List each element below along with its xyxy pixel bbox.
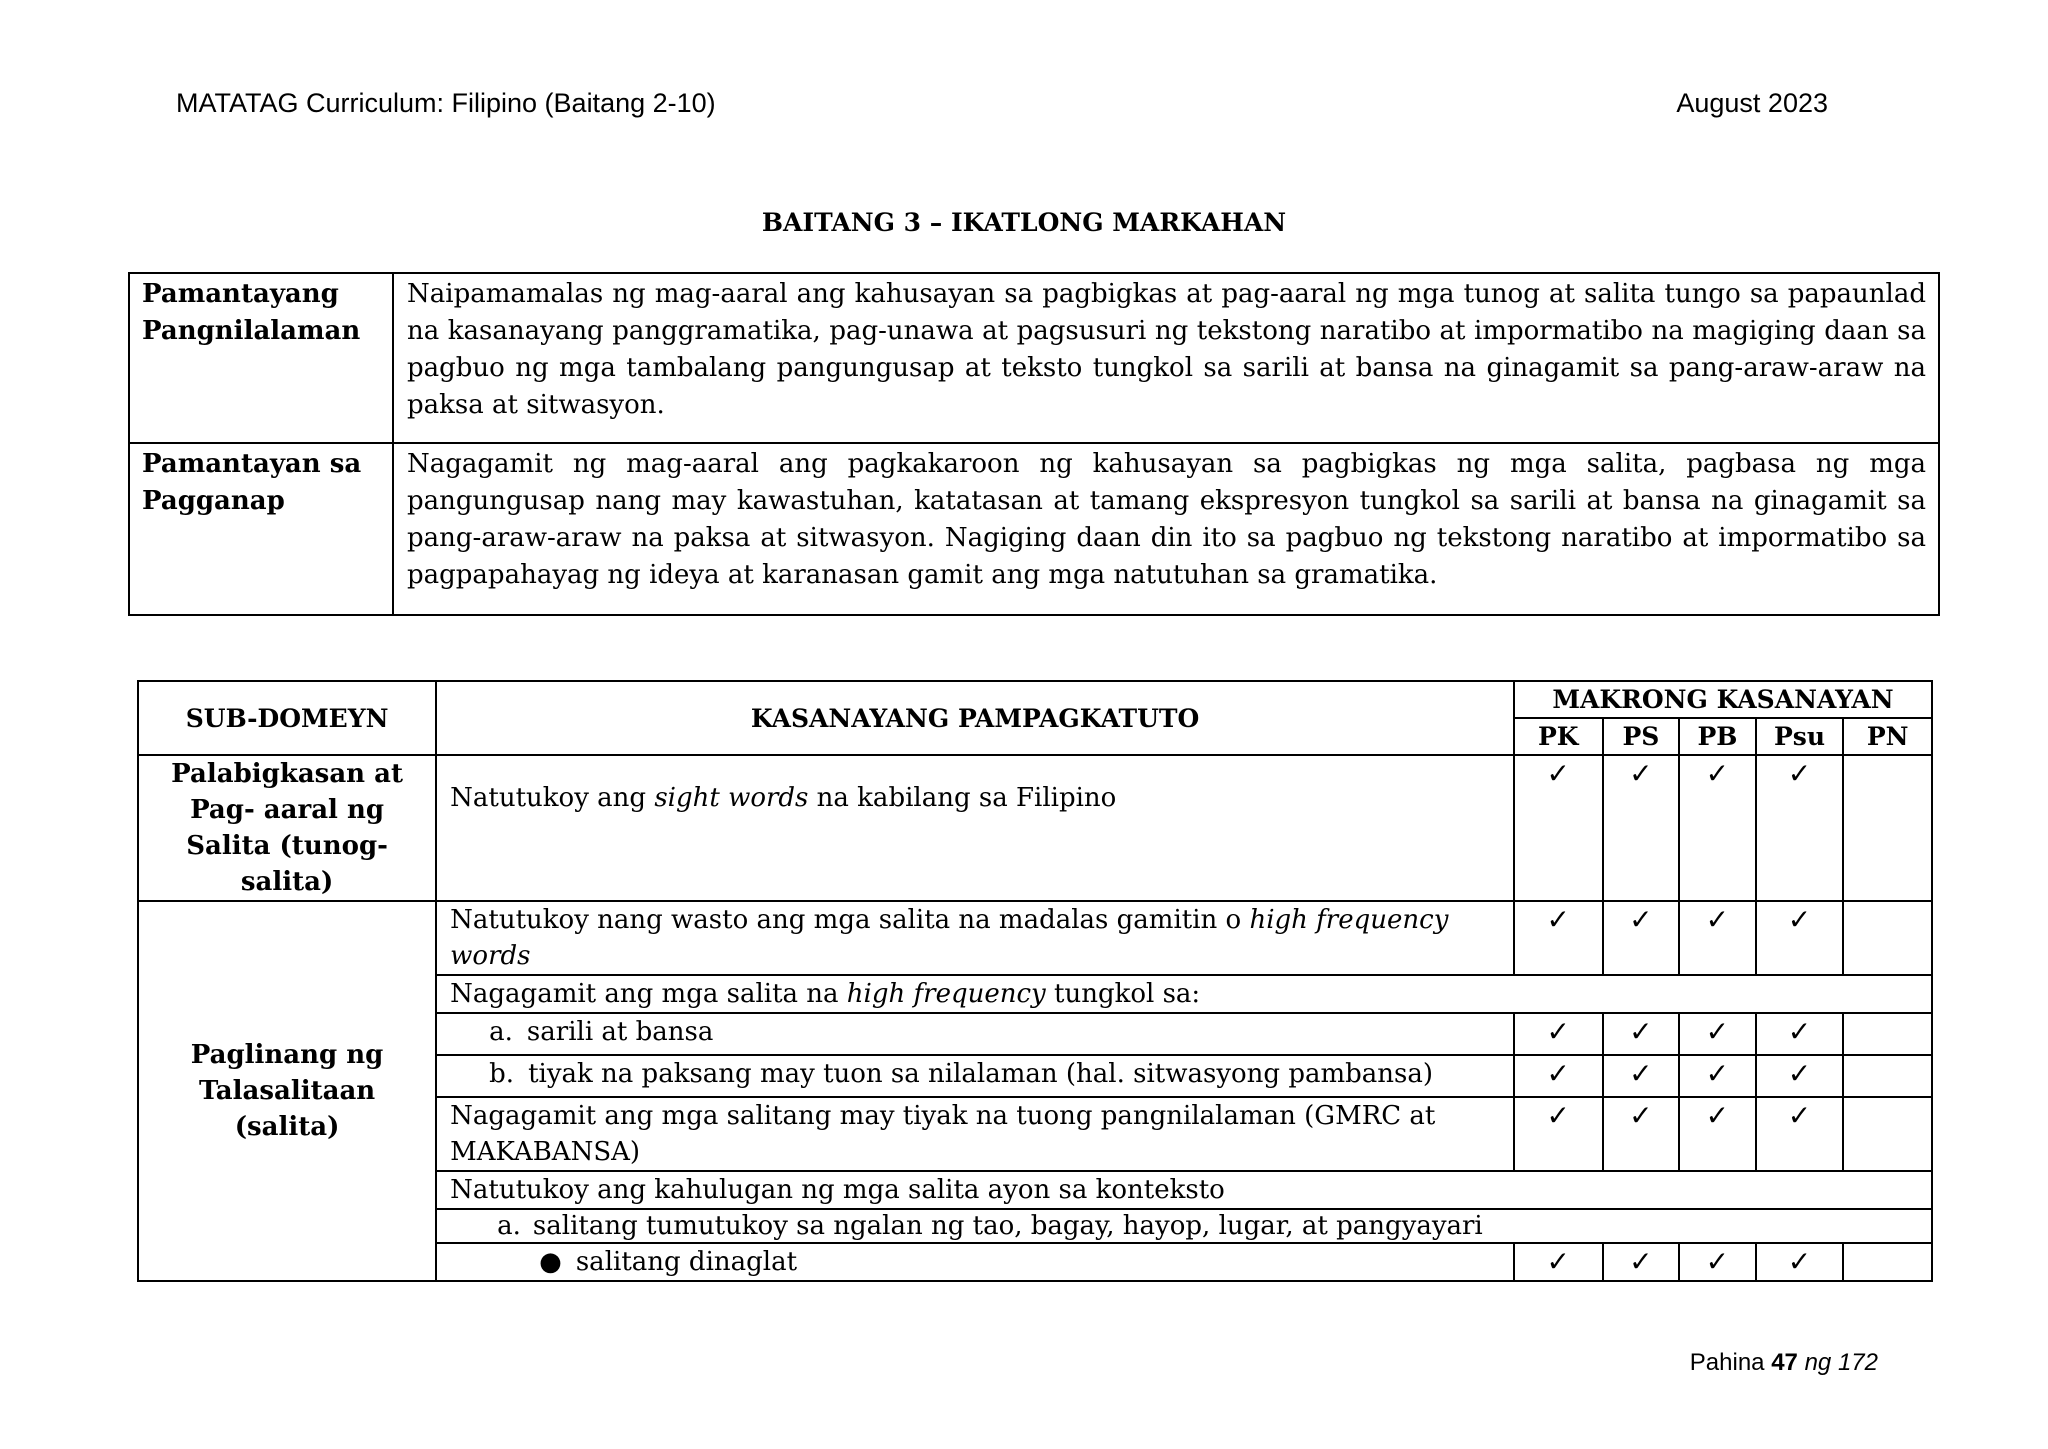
check-psu: ✓ [1756, 1055, 1844, 1097]
check-pn [1843, 1055, 1932, 1097]
competency-cell [436, 1013, 1514, 1055]
competency-cell [436, 1243, 1514, 1281]
subdomain-line: Salita (tunog- [186, 831, 388, 861]
check-pk: ✓ [1514, 1013, 1603, 1055]
competency-emphasis: high frequency words [450, 905, 1449, 971]
check-pb: ✓ [1679, 755, 1756, 901]
check-pk: ✓ [1514, 1243, 1603, 1281]
check-pn [1843, 901, 1932, 975]
header-macro-pk: PK [1514, 718, 1603, 755]
header-macro-pn: PN [1843, 718, 1932, 755]
subdomain-line: Paglinang ng [190, 1040, 384, 1070]
check-pn [1843, 1243, 1932, 1281]
standards-text-content: Naipamamalas ng mag-aaral ang kahusayan sa pagbigkas at pag-aaral ng mga tunog at salita tungo sa papaunlad na kasanayang panggramatika, pag-unawa at pagsusuri ng tekstong naratibo at impormatibo na magiging daan sa pagbuo ng mga tambalang pangungusap at teksto tungkol sa sarili at bansa na ginagamit sa pang-araw-araw na paksa at sitwasyon. [393, 273, 1939, 443]
check-ps: ✓ [1603, 1243, 1680, 1281]
bullet-icon: ● [539, 1247, 562, 1277]
footer-total-pages: 172 [1837, 1349, 1878, 1376]
competency-emphasis: sight words [654, 783, 809, 813]
header-curriculum-title: MATATAG Curriculum: Filipino (Baitang 2-10) [176, 88, 716, 118]
subdomain-cell [138, 901, 436, 1281]
list-marker: a. [497, 1211, 521, 1241]
label-line: Pagganap [142, 486, 285, 516]
list-marker: b. [489, 1059, 515, 1089]
standards-label-performance [129, 443, 393, 615]
competency-cell [436, 1055, 1514, 1097]
subdomain-line: Palabigkasan at [171, 759, 403, 789]
standards-table [128, 272, 1940, 616]
header-macro-pb: PB [1679, 718, 1756, 755]
competency-text: na kabilang sa Filipino [808, 783, 1117, 813]
label-line: Pamantayan sa [142, 449, 362, 479]
competency-cell [436, 755, 1514, 901]
competency-cell: Natutukoy ang kahulugan ng mga salita ayon sa konteksto [436, 1171, 1932, 1209]
standards-row-content [129, 273, 1939, 443]
header-competency: KASANAYANG PAMPAGKATUTO [436, 681, 1514, 755]
check-pb: ✓ [1679, 1097, 1756, 1171]
competency-text: sarili at bansa [526, 1017, 714, 1047]
check-psu: ✓ [1756, 1243, 1844, 1281]
check-pb: ✓ [1679, 1243, 1756, 1281]
check-ps: ✓ [1603, 1055, 1680, 1097]
check-pk: ✓ [1514, 901, 1603, 975]
table-row [138, 755, 1932, 901]
check-psu: ✓ [1756, 1013, 1844, 1055]
page-footer [1690, 1349, 1878, 1377]
check-ps: ✓ [1603, 901, 1680, 975]
subdomain-line: salita) [240, 867, 334, 897]
table-row [138, 901, 1932, 975]
competency-emphasis: high frequency [846, 979, 1046, 1009]
header-macro-ps: PS [1603, 718, 1680, 755]
check-pk: ✓ [1514, 1055, 1603, 1097]
check-pk: ✓ [1514, 1097, 1603, 1171]
competency-text: Natutukoy ang [450, 783, 655, 813]
header-macro-skills: MAKRONG KASANAYAN [1514, 681, 1932, 718]
competency-text: Nagagamit ang mga salita na [450, 979, 847, 1009]
check-pb: ✓ [1679, 1013, 1756, 1055]
header-date: August 2023 [1676, 88, 1828, 118]
competency-text: salitang dinaglat [575, 1247, 798, 1277]
competency-cell: Nagagamit ang mga salitang may tiyak na tuong pangnilalaman (GMRC at MAKABANSA) [436, 1097, 1514, 1171]
check-psu: ✓ [1756, 755, 1844, 901]
competency-text: tungkol sa: [1045, 979, 1201, 1009]
check-pn [1843, 1097, 1932, 1171]
check-pn [1843, 1013, 1932, 1055]
check-pb: ✓ [1679, 901, 1756, 975]
subdomain-line: Pag- aaral ng [190, 795, 385, 825]
competency-text: tiyak na paksang may tuon sa nilalaman (hal. sitwasyong pambansa) [528, 1059, 1433, 1089]
label-line: Pangnilalaman [142, 316, 361, 346]
check-psu: ✓ [1756, 901, 1844, 975]
footer-page-number: 47 [1771, 1349, 1798, 1376]
competency-text: salitang tumutukoy sa ngalan ng tao, bagay, hayop, lugar, at pangyayari [532, 1211, 1483, 1241]
page-title: BAITANG 3 – IKATLONG MARKAHAN [761, 208, 1287, 237]
check-pn [1843, 755, 1932, 901]
check-ps: ✓ [1603, 755, 1680, 901]
competency-text: Natutukoy nang wasto ang mga salita na madalas gamitin o [450, 905, 1250, 935]
competency-cell [436, 901, 1514, 975]
check-psu: ✓ [1756, 1097, 1844, 1171]
competencies-table [137, 680, 1933, 1282]
standards-text-performance: Nagagamit ng mag-aaral ang pagkakaroon ng kahusayan sa pagbigkas ng mga salita, pagbasa ng mga pangungusap nang may kawastuhan, katatasan at tamang ekspresyon tungkol sa sarili at bansa na ginagamit sa pang-araw-araw na paksa at sitwasyon. Nagiging daan din ito sa pagbuo ng tekstong naratibo at impormatibo sa pagpapahayag ng ideya at karanasan gamit ang mga natutuhan sa gramatika. [393, 443, 1939, 615]
subdomain-line: (salita) [234, 1112, 340, 1142]
check-pk: ✓ [1514, 755, 1603, 901]
header-subdomain: SUB-DOMEYN [138, 681, 436, 755]
check-ps: ✓ [1603, 1013, 1680, 1055]
table-header-row [138, 681, 1932, 718]
subdomain-line: Talasalitaan [198, 1076, 376, 1106]
header-macro-psu: Psu [1756, 718, 1844, 755]
standards-row-performance [129, 443, 1939, 615]
check-pb: ✓ [1679, 1055, 1756, 1097]
footer-of: ng [1804, 1349, 1832, 1376]
competency-cell [436, 1209, 1932, 1243]
list-marker: a. [489, 1017, 513, 1047]
subdomain-cell [138, 755, 436, 901]
standards-label-content [129, 273, 393, 443]
footer-prefix: Pahina [1689, 1349, 1765, 1376]
label-line: Pamantayang [142, 279, 339, 309]
check-ps: ✓ [1603, 1097, 1680, 1171]
competency-cell [436, 975, 1932, 1013]
